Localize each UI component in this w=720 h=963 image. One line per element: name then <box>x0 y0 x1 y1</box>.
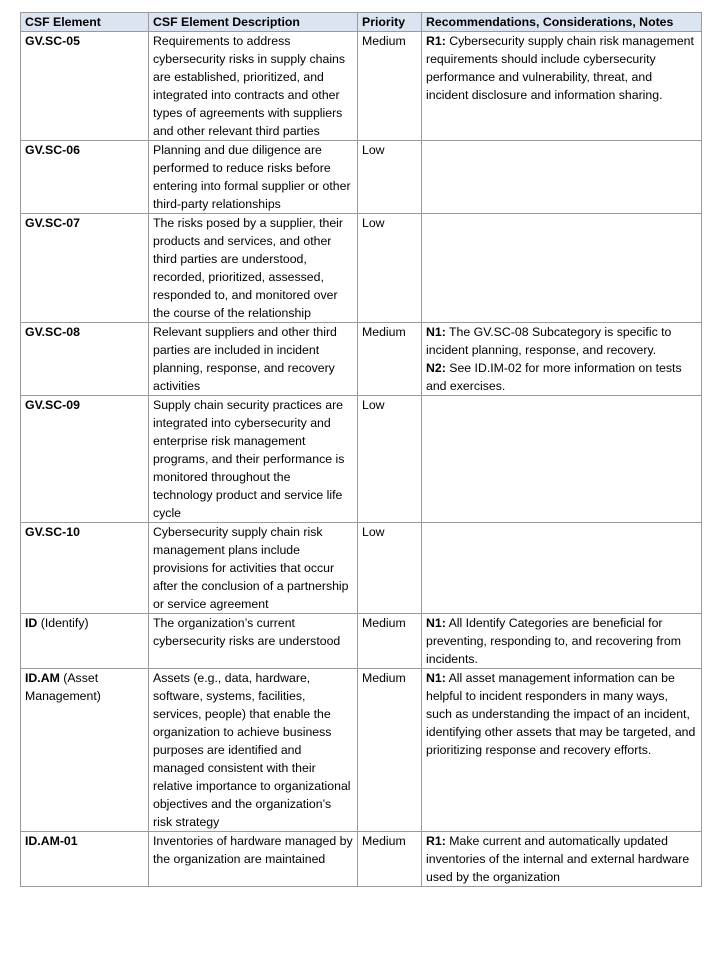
table-row <box>21 614 702 669</box>
csf-table <box>20 12 702 887</box>
csf-element-id: ID.AM-01 <box>25 834 78 848</box>
table-row <box>21 396 702 523</box>
note-entry <box>426 832 697 886</box>
table-row <box>21 32 702 141</box>
priority-cell: Low <box>358 141 422 214</box>
notes-cell <box>422 614 702 669</box>
note-label: N1: <box>426 671 446 685</box>
notes-cell <box>422 323 702 396</box>
csf-element-cell <box>21 141 149 214</box>
note-label: N1: <box>426 616 446 630</box>
priority-cell: Medium <box>358 323 422 396</box>
notes-cell <box>422 214 702 323</box>
header-row <box>21 13 702 32</box>
csf-element-cell <box>21 523 149 614</box>
csf-description-cell: The risks posed by a supplier, their products and services, and other third parties are understood, recorded, prioritized, assessed, responded to, and monitored over the course of the relationship <box>149 214 358 323</box>
csf-element-suffix: (Identify) <box>37 616 89 630</box>
csf-description-cell: Relevant suppliers and other third parties are included in incident planning, response, and recovery activities <box>149 323 358 396</box>
csf-element-id: GV.SC-07 <box>25 216 80 230</box>
note-text: All asset management information can be helpful to incident responders in many ways, such as understanding the impact of an incident, identifying other assets that may be targeted, and prioritizing response and recovery efforts. <box>426 671 696 757</box>
priority-cell: Low <box>358 214 422 323</box>
priority-cell: Low <box>358 396 422 523</box>
note-text: Make current and automatically updated inventories of the internal and external hardware used by the organization <box>426 834 690 884</box>
csf-description-cell: The organization’s current cybersecurity risks are understood <box>149 614 358 669</box>
header-description: CSF Element Description <box>149 13 358 32</box>
priority-cell: Medium <box>358 614 422 669</box>
notes-cell <box>422 396 702 523</box>
priority-cell: Medium <box>358 32 422 141</box>
notes-cell <box>422 523 702 614</box>
note-label: R1: <box>426 834 446 848</box>
csf-description-cell: Assets (e.g., data, hardware, software, systems, facilities, services, people) that enable the organization to achieve business purposes are identified and managed consistent with their relative importance to organizational objectives and the organization’s risk strategy <box>149 669 358 832</box>
note-text: See ID.IM-02 for more information on tests and exercises. <box>426 361 682 393</box>
csf-element-id: ID.AM <box>25 671 60 685</box>
table-row <box>21 523 702 614</box>
note-label: R1: <box>426 34 446 48</box>
csf-description-cell: Planning and due diligence are performed to reduce risks before entering into formal supplier or other third-party relationships <box>149 141 358 214</box>
note-entry <box>426 359 697 395</box>
note-entry <box>426 669 697 759</box>
note-text: All Identify Categories are beneficial for preventing, responding to, and recovering from incidents. <box>426 616 681 666</box>
csf-description-cell: Inventories of hardware managed by the organization are maintained <box>149 832 358 887</box>
notes-cell <box>422 141 702 214</box>
csf-element-cell <box>21 323 149 396</box>
priority-cell: Low <box>358 523 422 614</box>
note-entry <box>426 32 697 104</box>
table-row <box>21 141 702 214</box>
table-row <box>21 832 702 887</box>
csf-element-cell <box>21 832 149 887</box>
header-element: CSF Element <box>21 13 149 32</box>
note-entry <box>426 323 697 359</box>
csf-element-cell <box>21 669 149 832</box>
csf-element-cell <box>21 396 149 523</box>
note-text: The GV.SC-08 Subcategory is specific to incident planning, response, and recovery. <box>426 325 672 357</box>
csf-element-cell <box>21 214 149 323</box>
note-label: N2: <box>426 361 446 375</box>
csf-description-cell: Requirements to address cybersecurity risks in supply chains are established, prioritized, and integrated into contracts and other types of agreements with suppliers and other relevant third parties <box>149 32 358 141</box>
priority-cell: Medium <box>358 832 422 887</box>
csf-element-id: GV.SC-06 <box>25 143 80 157</box>
note-label: N1: <box>426 325 446 339</box>
csf-element-suffix: (Asset Management) <box>25 671 101 703</box>
notes-cell <box>422 669 702 832</box>
csf-description-cell: Supply chain security practices are integrated into cybersecurity and enterprise risk management programs, and their performance is monitored throughout the technology product and service life cycle <box>149 396 358 523</box>
notes-cell <box>422 32 702 141</box>
csf-element-id: GV.SC-10 <box>25 525 80 539</box>
csf-element-id: ID <box>25 616 38 630</box>
header-notes: Recommendations, Considerations, Notes <box>422 13 702 32</box>
header-priority: Priority <box>358 13 422 32</box>
csf-description-cell: Cybersecurity supply chain risk management plans include provisions for activities that occur after the conclusion of a partnership or service agreement <box>149 523 358 614</box>
table-row <box>21 214 702 323</box>
table-row <box>21 669 702 832</box>
note-text: Cybersecurity supply chain risk management requirements should include cybersecurity performance and vulnerability, threat, and incident disclosure and information sharing. <box>426 34 694 102</box>
csf-element-id: GV.SC-08 <box>25 325 80 339</box>
note-entry <box>426 614 697 668</box>
table-row <box>21 323 702 396</box>
csf-element-id: GV.SC-09 <box>25 398 80 412</box>
csf-element-cell <box>21 32 149 141</box>
notes-cell <box>422 832 702 887</box>
priority-cell: Medium <box>358 669 422 832</box>
csf-element-cell <box>21 614 149 669</box>
csf-element-id: GV.SC-05 <box>25 34 80 48</box>
